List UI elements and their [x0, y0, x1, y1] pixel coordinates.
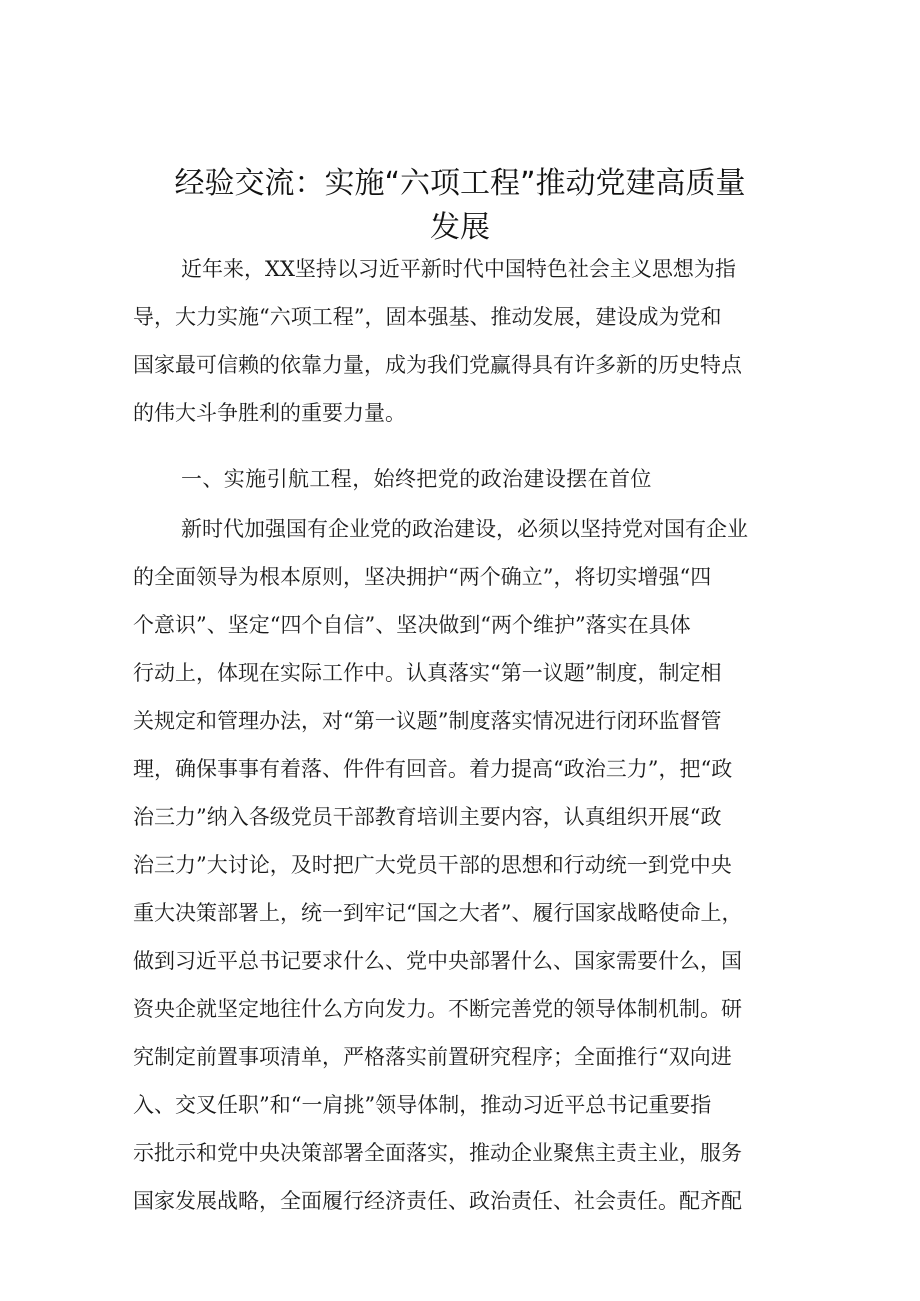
paragraph-line: 理，确保事事有着落、件件有回音。着力提高“政治三力”，把“政 — [133, 757, 733, 781]
paragraph-line: 资央企就坚定地往什么方向发力。不断完善党的领导体制机制。研 — [133, 997, 742, 1021]
paragraph-line: 的全面领导为根本原则，坚决拥护“两个确立”，将切实增强“四 — [133, 565, 712, 589]
paragraph-line: 近年来，XX坚持以习近平新时代中国特色社会主义思想为指 — [181, 257, 736, 281]
document-body — [133, 253, 793, 1233]
paragraph-line: 入、交叉任职”和“一肩挑”领导体制，推动习近平总书记重要指 — [133, 1093, 712, 1117]
paragraph-line: 个意识”、坚定“四个自信”、坚决做到“两个维护”落实在具体 — [133, 613, 691, 637]
intro-paragraph — [133, 253, 793, 445]
paragraph-line: 国家发展战略，全面履行经济责任、政治责任、社会责任。配齐配 — [133, 1189, 742, 1213]
section-heading: 一、实施引航工程，始终把党的政治建设摆在首位 — [181, 467, 652, 491]
section-paragraph — [133, 513, 793, 1233]
paragraph-line: 的伟大斗争胜利的重要力量。 — [133, 401, 406, 425]
document-title-line-2: 发展 — [430, 210, 490, 245]
paragraph-line: 治三力”大讨论，及时把广大党员干部的思想和行动统一到党中央 — [133, 853, 732, 877]
paragraph-line: 重大决策部署上，统一到牢记“国之大者”、履行国家战略使命上， — [133, 901, 743, 925]
paragraph-line: 关规定和管理办法，对“第一议题”制度落实情况进行闭环监督管 — [133, 709, 722, 733]
paragraph-line: 行动上，体现在实际工作中。认真落实“第一议题”制度，制定相 — [133, 661, 722, 685]
paragraph-line: 新时代加强国有企业党的政治建设，必须以坚持党对国有企业 — [181, 517, 748, 541]
paragraph-line: 究制定前置事项清单，严格落实前置研究程序；全面推行“双向进 — [133, 1045, 732, 1069]
paragraph-line: 导，大力实施“六项工程”，固本强基、推动发展，建设成为党和 — [133, 305, 722, 329]
paragraph-line: 国家最可信赖的依靠力量，成为我们党赢得具有许多新的历史特点 — [133, 353, 742, 377]
paragraph-line: 做到习近平总书记要求什么、党中央部署什么、国家需要什么，国 — [133, 949, 742, 973]
document-title-line-1: 经验交流：实施“六项工程”推动党建高质量 — [174, 166, 746, 201]
paragraph-line: 治三力”纳入各级党员干部教育培训主要内容，认真组织开展“政 — [133, 805, 722, 829]
paragraph-line: 示批示和党中央决策部署全面落实，推动企业聚焦主责主业，服务 — [133, 1141, 742, 1165]
